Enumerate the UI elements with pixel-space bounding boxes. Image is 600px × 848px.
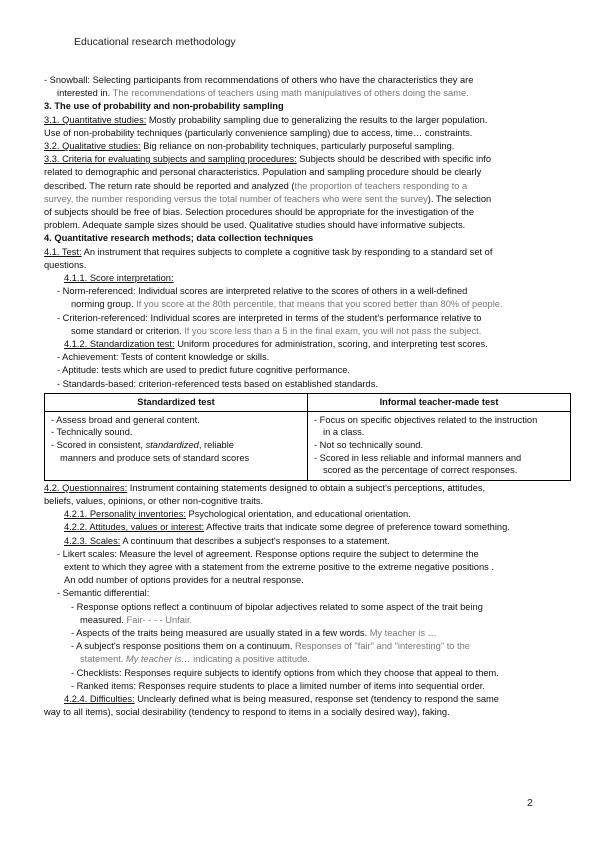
text-line (44, 667, 574, 680)
text-line (44, 535, 574, 548)
table-cell-informal (308, 411, 571, 480)
text-line (44, 351, 574, 364)
text-run: of subjects should be free of bias. Selection procedures should be appropriate for the investigation of the (44, 207, 474, 218)
running-header: Educational research methodology (74, 36, 236, 48)
text-run: the proportion of teachers responding to a (294, 180, 468, 191)
text-line (51, 426, 301, 439)
text-line (44, 587, 574, 600)
text-run: - Technically sound. (51, 427, 133, 438)
document-body (44, 74, 574, 720)
text-line (44, 312, 574, 325)
text-line (44, 272, 574, 285)
text-run: 4.2.4. Difficulties: (64, 694, 135, 705)
text-line (44, 193, 574, 206)
text-run: - Not so technically sound. (314, 440, 424, 451)
text-line (314, 452, 564, 465)
text-run: Unclearly defined what is being measured, response set (tendency to respond the same (134, 694, 499, 705)
text-run: Big reliance on non-probability techniques, particularly purposeful sampling. (140, 141, 455, 152)
text-run: My teacher is … (369, 628, 437, 639)
text-line (44, 206, 574, 219)
text-line (44, 298, 574, 311)
text-run: - Likert scales: Measure the level of agreement. Response options require the subject to determine the (57, 548, 479, 559)
text-line (44, 653, 574, 666)
table-cell-standardized (45, 411, 308, 480)
text-run: Uniform procedures for administration, scoring, and interpreting test scores. (174, 339, 488, 350)
text-line (44, 114, 574, 127)
text-run: - Achievement: Tests of content knowledge or skills. (57, 352, 270, 363)
text-block-bottom (44, 482, 574, 720)
text-run: 4.1.2. Standardization test: (64, 339, 175, 350)
text-line (44, 614, 574, 627)
text-run: norming group. (71, 299, 137, 310)
text-run: extent to which they agree with a statement from the extreme positive to the extreme negative positions . (64, 562, 494, 573)
text-run: - Snowball: Selecting participants from recommendations of others who have the characteristics they are (44, 75, 474, 85)
table-header-informal: Informal teacher-made test (308, 393, 571, 411)
text-run: Responses of "fair" and "interesting" to the (295, 641, 470, 652)
text-run: survey, the number responding versus the total number of teachers who were sent the survey (44, 193, 428, 204)
page-number: 2 (527, 797, 533, 809)
text-line (44, 364, 574, 377)
text-run: problem. Adequate sample sizes should be used. Qualitative studies should have informative subjects. (44, 220, 466, 231)
text-run: manners and produce sets of standard scores (60, 452, 250, 463)
text-run: - Focus on specific objectives related to the instruction (314, 414, 538, 425)
text-run: in a class. (323, 427, 365, 438)
text-run: - Norm-referenced: Individual scores are interpreted relative to the scores of others in a well-defined (57, 286, 468, 297)
text-run: 4.1.1. Score interpretation: (64, 273, 174, 284)
comparison-table (44, 393, 571, 481)
text-line (44, 140, 574, 153)
text-run: 3. The use of probability and non-probability sampling (44, 101, 284, 112)
text-line (44, 521, 574, 534)
text-line (44, 508, 574, 521)
text-run: If you score less than a 5 in the final exam, you will not pass the subject. (184, 325, 482, 336)
text-line (44, 74, 574, 87)
text-run: ). The selection (427, 193, 492, 204)
text-line (44, 495, 574, 508)
text-line (44, 574, 574, 587)
text-run: some standard or criterion. (71, 325, 185, 336)
text-run: - Checklists: Responses require subjects to identify options from which they choose that appeal to them. (71, 667, 499, 678)
text-run: - Assess broad and general content. (51, 414, 200, 425)
text-block-top (44, 74, 574, 391)
table-header-standardized: Standardized test (45, 393, 308, 411)
text-run: Psychological orientation, and educational orientation. (185, 509, 411, 520)
text-run: interested in. (57, 88, 113, 99)
text-line (44, 627, 574, 640)
text-run: - Scored in less reliable and informal manners and (314, 452, 522, 463)
text-run: 4.2.1. Personality inventories: (64, 509, 186, 520)
text-line (314, 414, 564, 427)
text-line (44, 127, 574, 140)
text-run: Affective traits that indicate some degree of preference toward something. (204, 522, 510, 533)
text-run: Instrument containing statements designed to obtain a subject's perceptions, attitudes, (127, 482, 486, 493)
text-line (314, 439, 564, 452)
text-line (44, 166, 574, 179)
text-run: 3.3. Criteria for evaluating subjects and sampling procedures: (44, 154, 297, 165)
text-run: Mostly probability sampling due to generalizing the results to the larger population. (146, 114, 488, 125)
text-run: , reliable (198, 440, 234, 451)
text-run: measured. (80, 614, 127, 625)
text-run: standardized (145, 440, 199, 451)
text-run: beliefs, values, opinions, or other non-cognitive traits. (44, 496, 264, 507)
text-line (44, 378, 574, 391)
text-run: - Aptitude: tests which are used to predict future cognitive performance. (57, 365, 351, 376)
text-line (44, 219, 574, 232)
text-run: 3.1. Quantitative studies: (44, 114, 147, 125)
text-run: Fair- - - - Unfair. (126, 614, 193, 625)
text-run: statement. (80, 654, 126, 665)
text-line (51, 439, 301, 452)
text-run: 4.1. Test: (44, 246, 82, 257)
table-header-row (45, 393, 571, 411)
text-run: - Standards-based: criterion-referenced tests based on established standards. (57, 378, 378, 389)
text-run: - Response options reflect a continuum of bipolar adjectives related to some aspect of the trait being (71, 601, 483, 612)
text-line (44, 640, 574, 653)
text-line (51, 452, 301, 465)
text-line (44, 180, 574, 193)
text-line (44, 482, 574, 495)
text-run: - A subject's response positions them on a continuum. (71, 641, 295, 652)
text-line (44, 693, 574, 706)
text-line (44, 325, 574, 338)
text-run: - Ranked items: Responses require students to place a limited number of items into sequential order. (71, 680, 485, 691)
text-line (44, 285, 574, 298)
text-run: - Semantic differential: (57, 588, 150, 599)
text-run: 3.2. Qualitative studies: (44, 141, 141, 152)
text-line (51, 414, 301, 427)
text-run: indicating a positive attitude. (190, 654, 310, 665)
text-run: - Scored in consistent, (51, 440, 146, 451)
text-run: My teacher is… (126, 654, 191, 665)
text-line (314, 426, 564, 439)
text-run: related to demographic and personal characteristics. Population and sampling procedure should be clearly (44, 167, 482, 178)
text-line (44, 100, 574, 113)
text-line (44, 601, 574, 614)
table-row (45, 411, 571, 480)
text-run: described. The return rate should be reported and analyzed ( (44, 180, 295, 191)
text-line (44, 153, 574, 166)
text-run: way to all items), social desirability (tendency to respond to items in a socially desired way), faking. (44, 707, 450, 718)
text-run: Use of non-probability techniques (particularly convenience sampling) due to access, time… constraints. (44, 127, 473, 138)
text-run: If you score at the 80th percentile, that means that you scored better than 80% of people. (136, 299, 503, 310)
text-line (44, 680, 574, 693)
text-run: An odd number of options provides for a neutral response. (64, 575, 304, 586)
text-line (44, 87, 574, 100)
text-run: 4.2.3. Scales: (64, 535, 121, 546)
text-line (44, 548, 574, 561)
text-line (44, 259, 574, 272)
text-run: - Criterion-referenced: Individual scores are interpreted in terms of the student's performance relative to (57, 312, 482, 323)
text-line (314, 464, 564, 477)
text-run: 4.2. Questionnaires: (44, 482, 128, 493)
text-run: The recommendations of teachers using math manipulatives of others doing the same. (112, 88, 469, 99)
text-run: scored as the percentage of correct responses. (323, 465, 518, 476)
text-run: 4. Quantitative research methods; data collection techniques (44, 233, 314, 244)
text-line (44, 232, 574, 245)
text-run: questions. (44, 259, 87, 270)
text-run: A continuum that describes a subject's responses to a statement. (120, 535, 390, 546)
text-line (44, 246, 574, 259)
text-run: - Aspects of the traits being measured are usually stated in a few words. (71, 628, 370, 639)
text-run: Subjects should be described with specific info (296, 154, 492, 165)
text-line (44, 561, 574, 574)
text-line (44, 338, 574, 351)
text-run: An instrument that requires subjects to complete a cognitive task by responding to a standard set of (81, 246, 493, 257)
text-line (44, 706, 574, 719)
text-run: 4.2.2. Attitudes, values or interest: (64, 522, 205, 533)
